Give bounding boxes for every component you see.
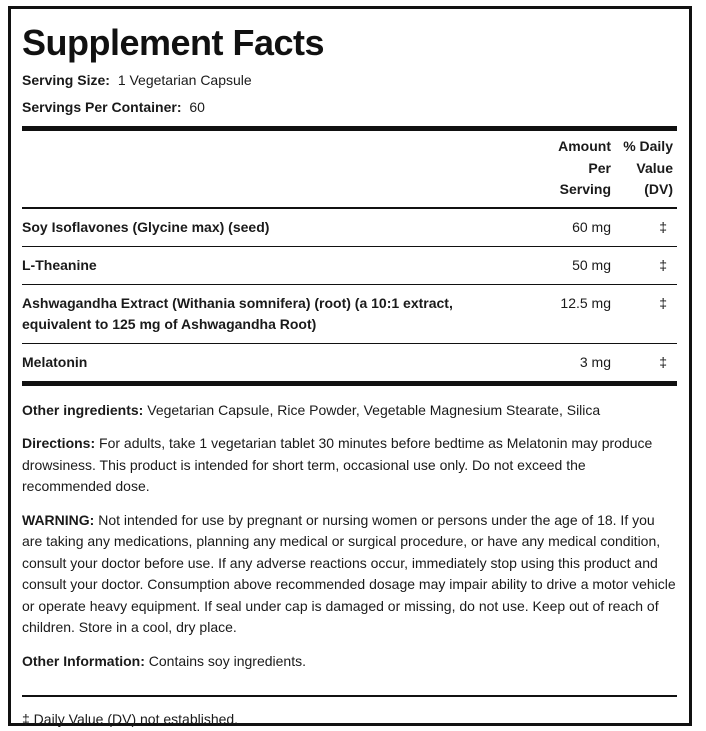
footnote: ‡ Daily Value (DV) not established. (22, 711, 239, 727)
table-row (22, 246, 677, 284)
servings-per-container-value: 60 (189, 99, 205, 115)
table-row (22, 343, 677, 381)
warning-text: Not intended for use by pregnant or nursing women or persons under the age of 18. If you are taking any medications, planning any medical or surgical procedure, or have any medical condition, consult your doctor before use. If any adverse reactions occur, immediately stop using this product and consult your doctor. Consumption above recommended dosage may impair ability to drive a motor vehicle or operate heavy equipment. If seal under cap is damaged or missing, do not use. Keep out of reach of children. Store in a cool, dry place. (22, 511, 676, 635)
other-ingredients-label: Other ingredients: (22, 401, 144, 418)
table-row (22, 208, 677, 247)
panel-title: Supplement Facts (22, 22, 325, 63)
supplement-facts-panel (8, 6, 692, 726)
warning (22, 510, 677, 639)
footnote-divider (22, 695, 677, 697)
other-information-text: Contains soy ingredients. (148, 652, 306, 669)
ingredient-name: Melatonin (22, 343, 533, 381)
servings-per-container (22, 98, 677, 116)
thick-divider-bottom (22, 381, 677, 386)
other-ingredients-text: Vegetarian Capsule, Rice Powder, Vegetable Magnesium Stearate, Silica (147, 401, 601, 418)
ingredient-amount: 3 mg (533, 343, 623, 381)
other-information-label: Other Information: (22, 652, 145, 669)
header-amount-per-serving: Amount Per Serving (558, 138, 611, 197)
serving-size-value: 1 Vegetarian Capsule (117, 72, 252, 88)
ingredient-dv: ‡ (623, 208, 677, 247)
other-ingredients (22, 400, 677, 422)
table-header-row (22, 131, 677, 208)
servings-per-container-label: Servings Per Container: (22, 99, 182, 115)
ingredient-dv: ‡ (623, 246, 677, 284)
ingredient-dv: ‡ (623, 284, 677, 343)
serving-size-label: Serving Size: (22, 72, 110, 88)
ingredient-name: Ashwagandha Extract (Withania somnifera) (root) (a 10:1 extract, equivalent to 125 mg of Ashwagandha Root) (22, 284, 533, 343)
directions-text: For adults, take 1 vegetarian tablet 30 minutes before bedtime as Melatonin may produce drowsiness. This product is intended for short term, occasional use only. Do not exceed the recommended dose. (22, 435, 653, 494)
header-daily-value: % Daily Value (DV) (623, 138, 673, 197)
facts-table (22, 131, 677, 381)
ingredient-dv: ‡ (623, 343, 677, 381)
directions (22, 433, 677, 498)
ingredient-name: L-Theanine (22, 246, 533, 284)
ingredient-amount: 50 mg (533, 246, 623, 284)
ingredient-amount: 60 mg (533, 208, 623, 247)
warning-label: WARNING: (22, 511, 95, 528)
other-information (22, 651, 677, 673)
table-row (22, 284, 677, 343)
ingredient-name: Soy Isoflavones (Glycine max) (seed) (22, 208, 533, 247)
ingredient-amount: 12.5 mg (533, 284, 623, 343)
serving-size (22, 71, 677, 89)
directions-label: Directions: (22, 435, 96, 451)
header-spacer (22, 131, 533, 208)
